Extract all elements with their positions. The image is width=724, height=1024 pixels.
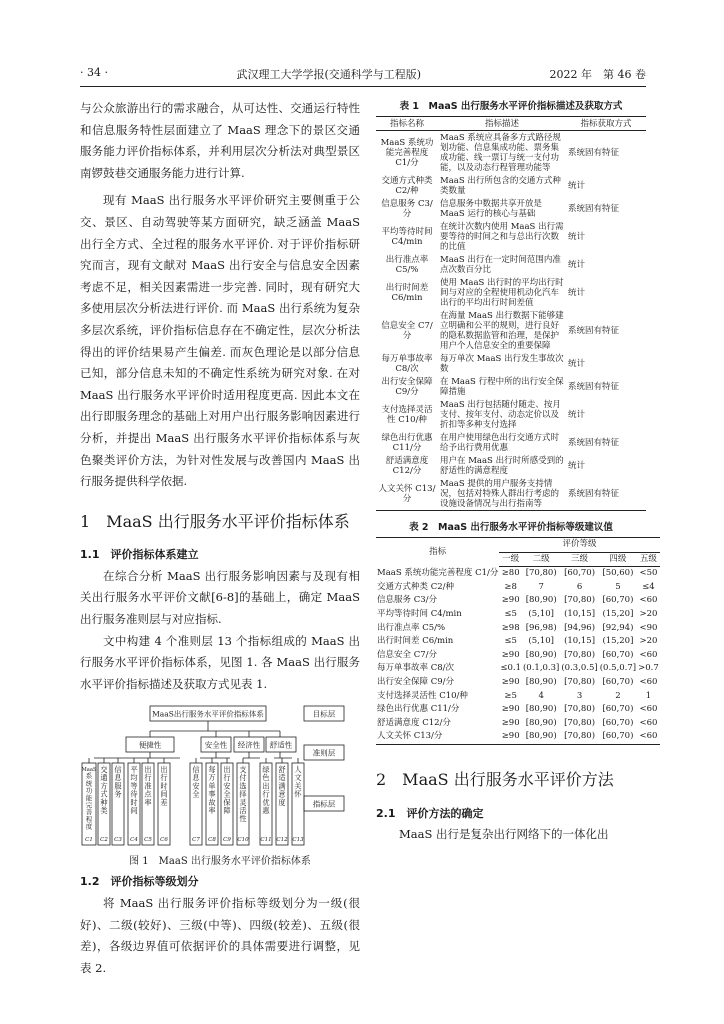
indicator-sub: C13 (292, 837, 304, 844)
table-2-cell-level: 6 (576, 581, 583, 592)
table-2-cell-level: ≤0.1 (500, 663, 521, 674)
table-2-level-5: 五级 (637, 552, 660, 567)
table-2-row (376, 676, 660, 690)
table-2-row (376, 581, 660, 595)
table-2-cell-level: ≥90 (501, 717, 520, 728)
journal-issue: 2022 年 第 46 卷 (549, 68, 646, 81)
table-2-cell-level: ≥8 (504, 581, 517, 592)
page-number: · 34 · (80, 66, 108, 79)
table-2-cell-level: ≤4 (642, 581, 655, 592)
table-2-cell-level: (15,20] (602, 608, 634, 619)
table-1-row (376, 276, 646, 309)
table-2-cell-level: ≥80 (501, 568, 520, 579)
table-2-cell-level: [80,90) (522, 730, 560, 744)
indicator-sub: C6 (160, 837, 168, 844)
table-2-row (376, 567, 660, 581)
table-2-cell-level: ≥90 (501, 676, 520, 687)
section-2-heading: 2 MaaS 出行服务水平评价方法 (376, 769, 614, 789)
table-1-cell-name: 平均等待时间 C4/min (381, 226, 433, 247)
indicator-label: 信息安全 (192, 765, 200, 800)
section-2-1-heading: 2.1 评价方法的确定 (376, 806, 484, 820)
table-2-cell-level: (10,15] (564, 636, 596, 647)
table-1-cell-desc: 在 MaaS 行程中所的出行安全保障措施 (440, 376, 564, 397)
table-2-cell-level: [70,80) (564, 676, 596, 687)
table-2-cell-level: <60 (639, 595, 658, 606)
table-2-cell-indicator: 出行安全保障 C9/分 (377, 676, 454, 687)
table-2-cell-level: ≥90 (501, 649, 520, 660)
paragraph-1: 与公众旅游出行的需求融合，从可达性、交通运行特性和信息服务特性层面建立了 MaaS 理念下的景区交通服务能力评价指标体系，并利用层次分析法对典型景区南锣鼓巷交通服务能力进行计算. (80, 101, 360, 180)
table-2-cell-level: [80,90) (525, 595, 557, 606)
table-2-row (376, 594, 660, 608)
table-1-cell-method: 系统固有特征 (568, 325, 620, 336)
table-2-cell-level: 7 (538, 581, 544, 592)
table-2-cell-level: [60,70) (602, 717, 634, 728)
right-column (376, 98, 659, 844)
table-2-cell-level: (0.1,0.3] (522, 663, 560, 674)
table-1-cell-name: 每万单事故率 C8/次 (381, 353, 433, 374)
indicator-sub: C5 (144, 837, 152, 844)
table-1-row (376, 131, 646, 175)
indicator-label: 支付选择灵活性 (239, 765, 247, 824)
table-1-cell-method: 统计 (568, 231, 586, 242)
table-2-cell-level: [60,70) (602, 649, 634, 660)
table-1-cell-desc: 在统计次数内使用 MaaS 出行需要等待的时间之和与总出行次数的比值 (440, 221, 564, 252)
indicator-label: 平均等待时间 (130, 765, 138, 816)
paragraph-5: 将 MaaS 出行服务评价指标等级划分为一级(很好)、二级(较好)、三级(中等)、四级(较差)、五级(很差)，各级边界值可依据评价的具体需要进行调整，见表 2. (80, 896, 360, 975)
figure-1-caption: 图 1 MaaS 出行服务水平评价指标体系 (129, 856, 311, 868)
table-1-cell-method: 统计 (568, 180, 586, 191)
figure-label-criteria: 准则层 (312, 748, 336, 758)
table-1-cell-desc: 信息服务中数据共享开放是 MaaS 运行的核心与基础 (440, 198, 543, 219)
indicator-label: 出行安全保障 (223, 765, 231, 816)
indicator-label: 每万单事故率 (208, 765, 216, 816)
table-2-cell-level: [80,90) (525, 704, 557, 715)
paragraph-4: 文中构建 4 个准则层 13 个指标组成的 MaaS 出行服务水平评价指标体系，见图 1. 各 MaaS 出行服务水平评价指标描述及获取方式见表 1. (80, 633, 360, 691)
indicator-sub: C9 (223, 837, 231, 844)
table-2-row (376, 649, 660, 663)
table-2-cell-level: (15,20] (602, 636, 634, 647)
table-2-cell-indicator: 支付选择灵活性 C10/种 (377, 690, 468, 701)
section-1-heading: 1 MaaS 出行服务水平评价指标体系 (80, 511, 350, 531)
table-2-row (376, 662, 660, 676)
table-2-cell-level: [60,70) (564, 568, 596, 579)
table-2-row (376, 703, 660, 717)
table-1-cell-method: 系统固有特征 (566, 477, 646, 511)
table-1-cell-method: 统计 (568, 460, 586, 471)
table-2-row (376, 690, 660, 704)
table-1-cell-method: 统计 (568, 409, 586, 420)
table-2-row (376, 622, 660, 636)
table-1-cell-method: 系统固有特征 (568, 203, 620, 214)
table-1-cell-name: 舒适满意度 C12/分 (385, 455, 429, 476)
table-2-cell-indicator: 每万单事故率 C8/次 (377, 663, 454, 674)
table-1-cell-name: 出行时间差 C6/min (385, 282, 429, 303)
table-2-level-4: 四级 (599, 552, 637, 567)
section-1-2-heading: 1.2 评价指标等级划分 (80, 875, 199, 889)
indicator-label: MaaS 系统功能完善程度 (81, 767, 97, 832)
table-2-cell-level: ≥90 (501, 595, 520, 606)
table-1-cell-desc: MaaS 提供的用户服务支持情况，包括对特殊人群出行考虑的设施设备情况与出行指南等 (438, 477, 566, 511)
table-2-cell-indicator: 出行时间差 C6/min (377, 636, 454, 647)
table-1-row (376, 431, 646, 454)
table-2-cell-level: <60 (639, 649, 658, 660)
table-2-row (376, 635, 660, 649)
table-1-cell-method: 统计 (568, 358, 586, 369)
table-2-cell-level: [80,90) (525, 717, 557, 728)
indicator-sub: C10 (237, 837, 249, 844)
table-1-cell-name: 信息服务 C3/分 (381, 198, 433, 219)
table-2-header-group: 评价等级 (499, 538, 659, 553)
table-1-cell-method: 系统固有特征 (568, 381, 620, 392)
table-2-cell-level: [70,80) (560, 730, 598, 744)
table-2-cell-indicator: 平均等待时间 C4/min (377, 608, 462, 619)
table-1-cell-desc: MaaS 出行所包含的交通方式种类数量 (440, 175, 561, 196)
table-1-cell-name: 绿色出行优惠 C11/分 (381, 432, 433, 453)
table-2-caption: 表 2 MaaS 出行服务水平评价指标等级建议值 (409, 522, 613, 533)
table-2-cell-level: (0.3,0.5] (561, 663, 598, 674)
table-2-row (376, 717, 660, 731)
indicator-sub: C7 (192, 837, 200, 844)
indicator-sub: C8 (208, 837, 216, 844)
table-1-body (376, 131, 646, 511)
table-1-cell-desc: MaaS 出行包括随付随走、按月支付、按年支付、动态定价以及折扣等多种支付选择 (440, 399, 561, 430)
table-1-header-desc: 指标描述 (438, 117, 566, 131)
table-1-cell-method: 系统固有特征 (568, 437, 620, 448)
table-2-cell-level: [96,98) (525, 622, 557, 633)
table-2-cell-level: [60,70) (602, 704, 634, 715)
table-1-row (376, 174, 646, 197)
table-2-cell-level: 1 (645, 690, 652, 701)
table-1-cell-name: 人文关怀 C13/分 (376, 477, 438, 511)
table-1-cell-desc: MaaS 系统应具备多方式路径规划功能、信息集成功能、票务集成功能、线一票订与统一支付功能，以及动态行程管理功能等 (440, 132, 561, 173)
table-2-cell-level: ≥90 (499, 730, 522, 744)
table-1-cell-name: 信息安全 C7/分 (381, 320, 433, 341)
criteria-label-convenience: 便捷性 (138, 740, 162, 750)
table-1-row (376, 477, 646, 511)
table-1-cell-method: 统计 (568, 259, 586, 270)
indicator-label: 信息服务 (114, 765, 122, 800)
table-1-cell-name: 出行安全保障 C9/分 (381, 376, 433, 397)
indicator-sub: C2 (100, 837, 108, 844)
table-2-cell-level: [80,90) (525, 676, 557, 687)
table-1-cell-desc: 在用户使用绿色出行交通方式时给予出行费用优惠 (440, 432, 560, 453)
table-2-cell-level: <60 (639, 676, 658, 687)
indicator-label: 舒适满意度 (278, 765, 286, 808)
indicator-label: 人文关怀 (294, 765, 302, 800)
table-2-cell-level: [70,80) (564, 717, 596, 728)
table-2-cell-indicator: MaaS 系统功能完善程度 C1/分 (377, 567, 499, 578)
table-1-cell-method: 系统固有特征 (568, 147, 620, 158)
table-2 (376, 537, 660, 745)
table-2-cell-level: <90 (639, 622, 658, 633)
indicator-sub: C3 (114, 837, 122, 844)
table-1-caption: 表 1 MaaS 出行服务水平评价指标描述及获取方式 (399, 101, 623, 112)
figure-1-diagram (80, 703, 360, 855)
figure-1 (80, 703, 360, 869)
table-2-cell-indicator: 绿色出行优惠 C11/分 (377, 704, 460, 715)
table-2-cell-level: (5,10] (528, 608, 554, 619)
table-2-cell-level: ≥90 (501, 704, 520, 715)
table-2-level-1: 一级 (499, 552, 522, 567)
indicator-sub: C12 (276, 837, 288, 844)
table-1-header-method: 指标获取方式 (566, 117, 646, 131)
running-header (80, 66, 646, 82)
table-2-cell-level: [80,90) (525, 649, 557, 660)
table-2-cell-level: ≥5 (504, 690, 517, 701)
paragraph-2: 现有 MaaS 出行服务水平评价研究主要侧重于公交、景区、自动驾驶等某方面研究，缺乏涵盖 MaaS 出行全方式、全过程的服务水平评价. 对于评价指标研究而言，现有文献对 MaaS 出行安全与信息安全因素考虑不足，相关因素需进一步完善. 同时，现有研究大多使用层次分析法进行评价. 而 MaaS 出行系统为复杂多层次系统，评价指标信息存在不确定性，层次分析法得出的评价结果易产生偏差. 而灰色理论是以部分信息已知，部分信息未知的不确定性系统为研究对象. 在对 MaaS 出行服务水平评价时适用程度更高. 因此本文在出行即服务理念的基础上对用户出行服务影响因素进行分析，并提出 MaaS 出行服务水平评价指标体系与灰色聚类评价方法，为针对性发展与改善国内 MaaS 出行服务提供科学依据. (80, 193, 360, 489)
table-2-cell-level: [70,80) (564, 649, 596, 660)
table-1-cell-desc: MaaS 出行在一定时间范围内准点次数百分比 (440, 254, 561, 275)
table-2-cell-level: ≥98 (501, 622, 520, 633)
table-1-cell-name: 交通方式种类 C2/种 (381, 175, 433, 196)
table-2-cell-level: [92,94) (602, 622, 634, 633)
table-2-cell-level: 5 (615, 581, 621, 592)
section-1-1-heading: 1.1 评价指标体系建立 (80, 548, 199, 562)
table-2-cell-level: >20 (639, 608, 658, 619)
indicator-sub: C4 (130, 837, 138, 844)
table-2-cell-level: [70,80) (564, 595, 596, 606)
table-1-cell-name: MaaS 系统功能完善程度 C1/分 (380, 137, 434, 168)
table-1-row (376, 352, 646, 375)
figure-top-label: MaaS出行服务水平评价指标体系 (152, 709, 264, 719)
table-2-cell-indicator: 交通方式种类 C2/种 (377, 581, 454, 592)
table-1-header-name: 指标名称 (376, 117, 438, 131)
figure-label-indicator: 指标层 (312, 799, 336, 809)
indicator-label: 出行时间差 (160, 765, 168, 808)
table-2-cell-indicator: 信息服务 C3/分 (377, 595, 437, 606)
table-2-cell-level: 3 (576, 690, 583, 701)
table-2-cell-level: [60,70) (602, 595, 634, 606)
table-2-cell-level: [60,70) (602, 676, 634, 687)
table-2-cell-level: ≤5 (504, 636, 517, 647)
table-2-cell-level: [50,60) (602, 568, 634, 579)
table-1-cell-desc: 每万单次 MaaS 出行发生事故次数 (440, 353, 564, 374)
table-1-row (376, 253, 646, 276)
table-2-cell-level: (0.5,0.7] (599, 663, 637, 674)
table-2-cell-level: 4 (538, 690, 544, 701)
table-1-row (376, 220, 646, 253)
paragraph-3: 在综合分析 MaaS 出行服务影响因素与及现有相关出行服务水平评价文献[6-8]的基础上，确定 MaaS 出行服务准则层与对应指标. (80, 568, 360, 627)
table-1-cell-desc: 使用 MaaS 出行时的平均出行时间与对应的全程使用机动化汽车出行的平均出行时间差值 (440, 277, 564, 308)
table-2-cell-level: (10,15] (564, 608, 596, 619)
table-2-cell-level: [60,70) (599, 730, 637, 744)
table-1-row (376, 197, 646, 220)
table-2-cell-indicator: 人文关怀 C13/分 (376, 730, 499, 744)
table-1-row (376, 375, 646, 398)
indicator-sub: C1 (85, 837, 93, 844)
table-2-body (376, 567, 660, 745)
table-2-cell-level: (5,10] (528, 636, 554, 647)
table-2-cell-level: ≤5 (504, 608, 517, 619)
table-2-row (376, 608, 660, 622)
table-2-cell-level: 2 (615, 690, 621, 701)
table-2-cell-level: <50 (639, 568, 658, 579)
table-1-row (376, 309, 646, 352)
table-1-row (376, 454, 646, 477)
table-1-cell-name: 出行准点率 C5/% (385, 254, 429, 275)
table-2-header-indicator: 指标 (376, 538, 499, 567)
table-1-cell-desc: 用户在 MaaS 出行时所感受到的舒适性的满意程度 (440, 455, 564, 476)
table-2-cell-level: <60 (639, 704, 658, 715)
table-2-level-2: 二级 (522, 552, 560, 567)
indicator-label: 绿色出行优惠 (262, 765, 270, 816)
table-1-row (376, 398, 646, 431)
left-column (80, 98, 360, 979)
table-2-cell-level: >20 (639, 636, 658, 647)
header-rule (80, 86, 646, 87)
table-2-row (376, 730, 660, 744)
table-2-cell-level: [94,96) (564, 622, 596, 633)
indicator-sub: C11 (260, 837, 272, 844)
criteria-label-economy: 经济性 (237, 740, 261, 750)
table-2-level-3: 三级 (560, 552, 598, 567)
paragraph-6: MaaS 出行是复杂出行网络下的一体化出 (399, 826, 609, 841)
table-2-cell-level: >0.7 (638, 663, 659, 674)
table-2-cell-indicator: 出行准点率 C5/% (377, 622, 446, 633)
criteria-label-safety: 安全性 (204, 740, 228, 750)
table-1 (376, 116, 646, 511)
indicator-label: 出行准点率 (144, 765, 152, 808)
table-2-cell-level: [70,80) (564, 704, 596, 715)
journal-title: 武汉理工大学学报(交通科学与工程版) (236, 68, 422, 81)
table-2-cell-level: <60 (637, 730, 660, 744)
table-2-cell-indicator: 舒适满意度 C12/分 (377, 717, 451, 728)
criteria-label-comfort: 舒适性 (269, 740, 293, 750)
table-1-cell-name: 支付选择灵活性 C10/种 (381, 404, 433, 425)
indicator-label: 交通方式种类 (100, 765, 108, 816)
table-1-cell-method: 统计 (568, 287, 586, 298)
table-1-cell-desc: 在海量 MaaS 出行数据下能够建立明确和公平的规则，进行良好的隐私数据监管和治理，是保护用户个人信息安全的重要保障 (440, 310, 564, 351)
table-2-cell-indicator: 信息安全 C7/分 (377, 649, 437, 660)
table-2-cell-level: [70,80) (525, 568, 557, 579)
table-2-cell-level: <60 (639, 717, 658, 728)
figure-label-target: 目标层 (312, 709, 336, 719)
